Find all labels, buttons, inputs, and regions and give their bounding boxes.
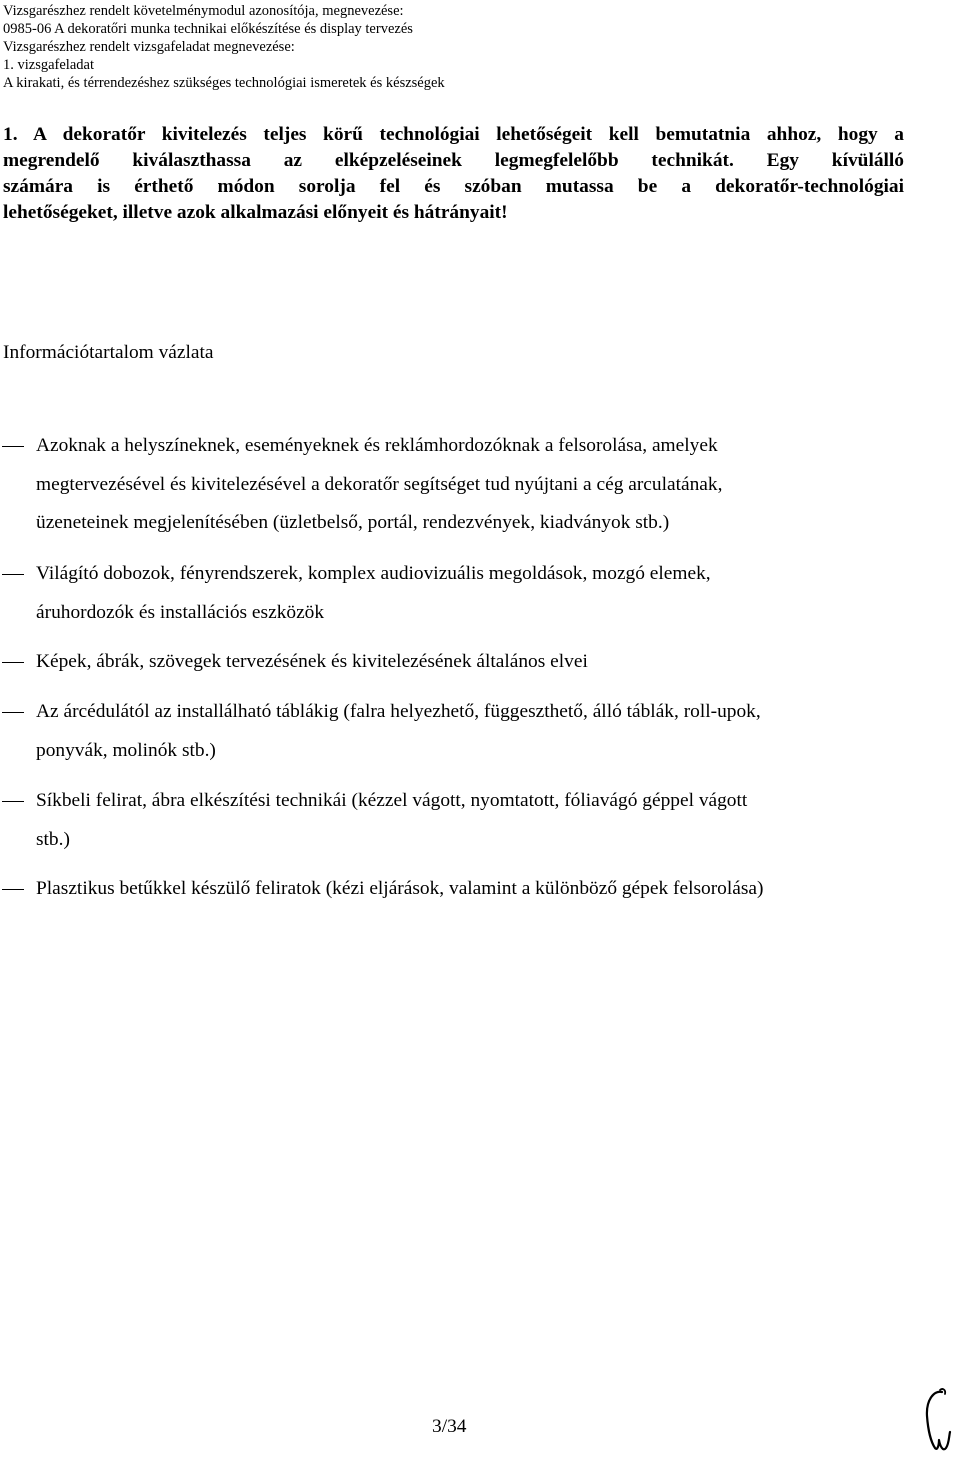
page-number: 3/34	[432, 1416, 467, 1437]
dash-bullet-icon	[2, 889, 24, 890]
list-item-line: áruhordozók és installációs eszközök	[36, 601, 325, 623]
list-item-text	[36, 643, 588, 682]
list-item-line: Az árcédulától az installálható táblákig (falra helyezhető, függeszthető, álló táblák, roll-upok,	[36, 701, 761, 722]
header-task-label: Vizsgarészhez rendelt vizsgafeladat megnevezése:	[3, 39, 295, 55]
section-title: Információtartalom vázlata	[3, 342, 214, 363]
task-line: számára is érthető módon sorolja fel és szóban mutassa be a dekoratőr-technológiai	[3, 176, 904, 197]
dash-bullet-icon	[2, 801, 24, 802]
header-task-name: A kirakati, és térrendezéshez szükséges technológiai ismeretek és készségek	[3, 75, 445, 91]
list-item-line: Síkbeli felirat, ábra elkészítési technikái (kézzel vágott, nyomtatott, fóliavágó géppel vágott	[36, 790, 748, 811]
list-item-line: Plasztikus betűkkel készülő feliratok (kézi eljárások, valamint a különböző gépek felsorolása)	[36, 878, 764, 899]
header-module-name: 0985-06 A dekoratőri munka technikai előkészítése és display tervezés	[3, 21, 413, 37]
list-item-line: Világító dobozok, fényrendszerek, komplex audiovizuális megoldások, mozgó elemek,	[36, 563, 711, 584]
list-item-line: Azoknak a helyszíneknek, eseményeknek és reklámhordozóknak a felsorolása, amelyek	[36, 435, 718, 456]
task-line: lehetőségeket, illetve azok alkalmazási előnyeit és hátrányait!	[3, 202, 508, 223]
list-item-text	[36, 870, 763, 909]
document-header	[3, 2, 943, 92]
dash-bullet-icon	[2, 712, 24, 713]
task-line: 1. A dekoratőr kivitelezés teljes körű technológiai lehetőségeit kell bemutatnia ahhoz, hogy a	[3, 124, 904, 145]
header-task-number: 1. vizsgafeladat	[3, 57, 94, 73]
dash-bullet-icon	[2, 662, 24, 663]
list-item-text	[36, 782, 747, 859]
list-item-text	[36, 693, 761, 770]
task-description	[3, 122, 904, 226]
list-item-text	[36, 555, 711, 632]
list-item-text	[36, 427, 722, 543]
list-item-line: megtervezésével és kivitelezésével a dekoratőr segítséget tud nyújtani a cég arculatának,	[36, 473, 723, 495]
signature-icon	[920, 1386, 956, 1456]
list-item-line: üzeneteinek megjelenítésében (üzletbelső, portál, rendezvények, kiadványok stb.)	[36, 512, 670, 534]
dash-bullet-icon	[2, 574, 24, 575]
list-item-line: ponyvák, molinók stb.)	[36, 739, 216, 761]
header-module-label: Vizsgarészhez rendelt követelménymodul azonosítója, megnevezése:	[3, 3, 404, 19]
task-line: megrendelő kiválaszthassa az elképzeléseinek legmegfelelőbb technikát. Egy kívülálló	[3, 150, 904, 171]
list-item-line: stb.)	[36, 828, 70, 850]
dash-bullet-icon	[2, 446, 24, 447]
list-item-line: Képek, ábrák, szövegek tervezésének és kivitelezésének általános elvei	[36, 651, 588, 672]
